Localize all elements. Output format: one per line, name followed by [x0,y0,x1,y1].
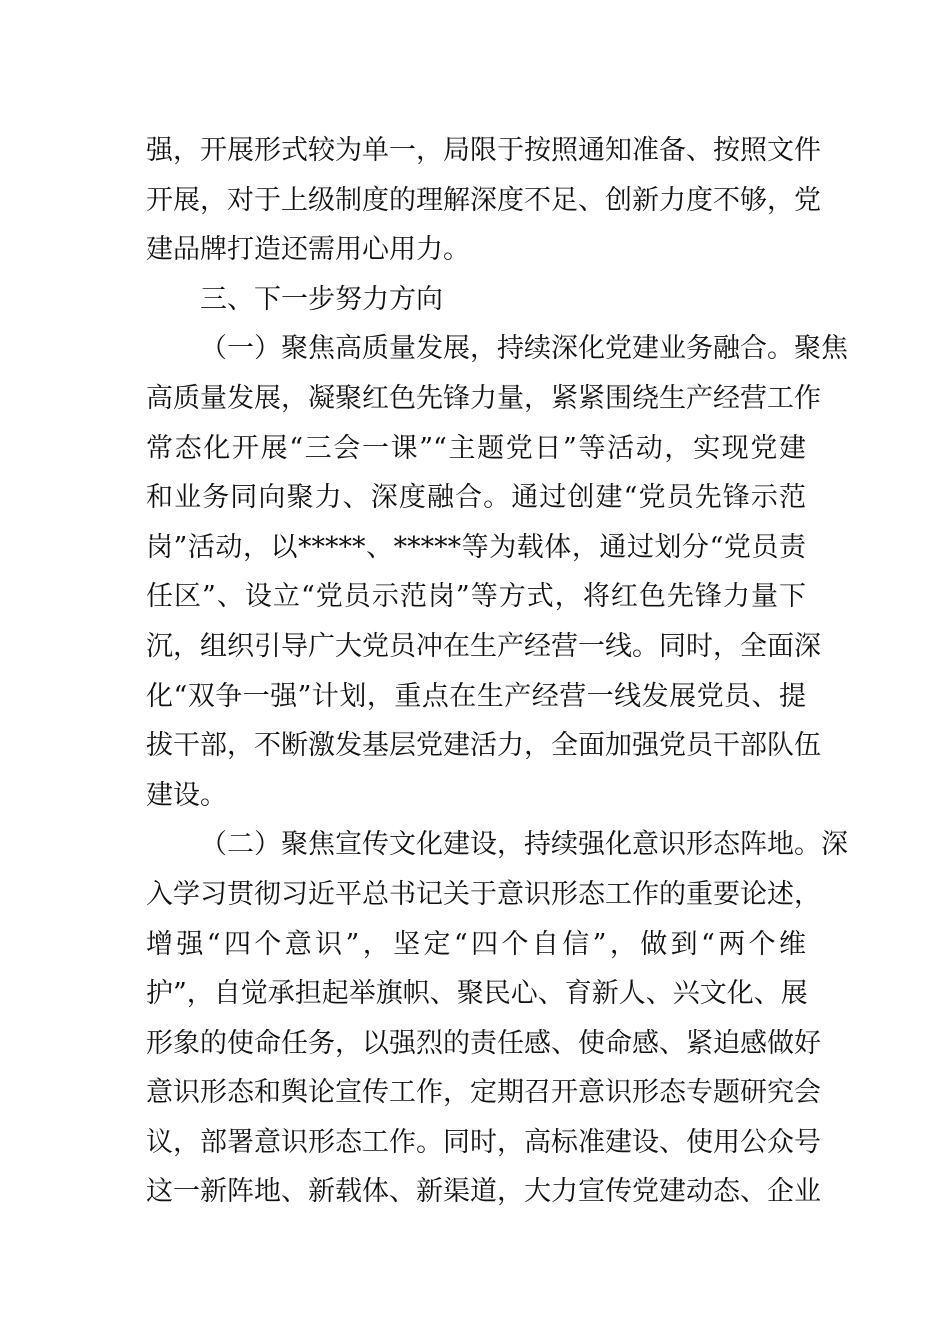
paragraph-line: 拔干部，不断激发基层党建活力，全面加强党员干部队伍 [146,730,821,762]
paragraph-line: 高质量发展，凝聚红色先锋力量，紧紧围绕生产经营工作 [146,382,821,414]
paragraph-line: 形象的使命任务，以强烈的责任感、使命感、紧迫感做好 [146,1027,821,1059]
paragraph-line: 岗”活动，以*****、*****等为载体，通过划分“党员责 [146,531,806,563]
paragraph-line: 建设。 [146,779,227,811]
paragraph-line: 开展，对于上级制度的理解深度不足、创新力度不够，党 [146,184,821,216]
section-heading: 三、下一步努力方向 [200,283,443,315]
paragraph-line: 常态化开展“三会一课”“主题党日”等活动，实现党建 [146,432,806,464]
paragraph-line: 护”，自觉承担起举旗帜、聚民心、育新人、兴文化、展 [146,978,808,1010]
paragraph-line: 议，部署意识形态工作。同时，高标准建设、使用公众号 [146,1126,821,1158]
paragraph-line: 这一新阵地、新载体、新渠道，大力宣传党建动态、企业 [146,1176,821,1208]
paragraph-line: 建品牌打造还需用心用力。 [146,234,470,266]
paragraph-line: （二）聚焦宣传文化建设，持续强化意识形态阵地。深 [200,829,848,861]
paragraph-line: （一）聚焦高质量发展，持续深化党建业务融合。聚焦 [200,333,848,365]
paragraph-line: 增强“四个意识”，坚定“四个自信”，做到“两个维 [146,928,806,960]
paragraph-line: 沉，组织引导广大党员冲在生产经营一线。同时，全面深 [146,630,821,662]
paragraph-line: 化“双争一强”计划，重点在生产经营一线发展党员、提 [146,680,806,712]
paragraph-line: 强，开展形式较为单一，局限于按照通知准备、按照文件 [146,135,821,166]
paragraph-line: 意识形态和舆论宣传工作，定期召开意识形态专题研究会 [146,1077,821,1109]
paragraph-line: 入学习贯彻习近平总书记关于意识形态工作的重要论述， [146,878,821,910]
paragraph-line: 任区”、设立“党员示范岗”等方式，将红色先锋力量下 [146,581,806,613]
paragraph-line: 和业务同向聚力、深度融合。通过创建“党员先锋示范 [146,482,806,514]
document-body [146,126,848,1217]
